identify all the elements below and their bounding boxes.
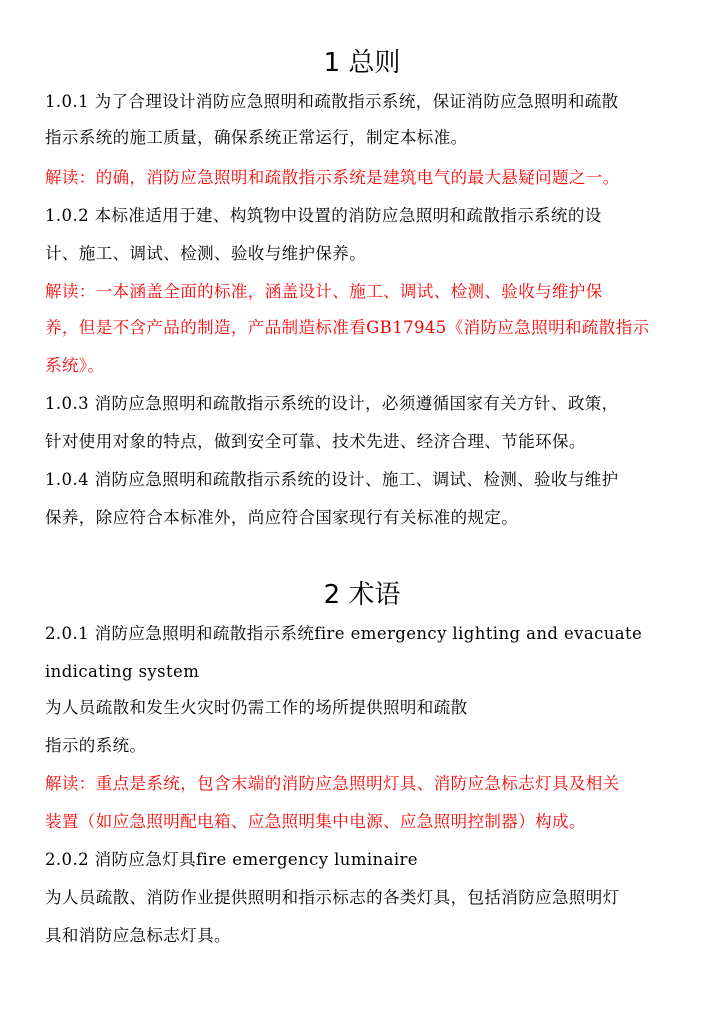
s2-line-3: 为人员疏散和发生火灾时仍需工作的场所提供照明和疏散 — [45, 698, 468, 717]
s2-line-1: 2.0.1 消防应急照明和疏散指示系统fire emergency lighting and evacuate — [45, 624, 643, 643]
s1-line-2: 指示系统的施工质量，确保系统正常运行，制定本标准。 — [45, 128, 468, 147]
s1-interpretation-1: 解读：的确，消防应急照明和疏散指示系统是建筑电气的最大悬疑问题之一。 — [45, 168, 620, 187]
s1-interpretation-2b: 养，但是不含产品的制造，产品制造标准看GB17945《消防应急照明和疏散指示 — [45, 318, 650, 337]
s2-line-4: 指示的系统。 — [45, 736, 147, 755]
s2-interpretation-1b: 装置（如应急照明配电箱、应急照明集中电源、应急照明控制器）构成。 — [45, 812, 586, 831]
s1-interpretation-2c: 系统》。 — [45, 356, 105, 375]
s2-line-2: indicating system — [45, 662, 200, 681]
s1-line-5: 1.0.3 消防应急照明和疏散指示系统的设计，必须遵循国家有关方针、政策， — [45, 394, 619, 413]
s1-line-7: 1.0.4 消防应急照明和疏散指示系统的设计、施工、调试、检测、验收与维护 — [45, 470, 619, 489]
s2-line-5: 2.0.2 消防应急灯具fire emergency luminaire — [45, 850, 418, 869]
s2-line-7: 具和消防应急标志灯具。 — [45, 926, 231, 945]
s1-line-1: 1.0.1 为了合理设计消防应急照明和疏散指示系统，保证消防应急照明和疏散 — [45, 92, 619, 111]
s2-interpretation-1a: 解读：重点是系统，包含末端的消防应急照明灯具、消防应急标志灯具及相关 — [45, 774, 620, 793]
s1-line-4: 计、施工、调试、检测、验收与维护保养。 — [45, 244, 367, 263]
s1-interpretation-2a: 解读：一本涵盖全面的标准，涵盖设计、施工、调试、检测、验收与维护保 — [45, 282, 603, 301]
s1-line-8: 保养，除应符合本标准外，尚应符合国家现行有关标准的规定。 — [45, 508, 519, 527]
s1-line-3: 1.0.2 本标准适用于建、构筑物中设置的消防应急照明和疏散指示系统的设 — [45, 206, 602, 225]
section-2-heading: 2 术语 — [323, 580, 401, 610]
section-1-heading: 1 总则 — [323, 48, 401, 78]
s2-line-6: 为人员疏散、消防作业提供照明和指示标志的各类灯具，包括消防应急照明灯 — [45, 888, 620, 907]
s1-line-6: 针对使用对象的特点，做到安全可靠、技术先进、经济合理、节能环保。 — [45, 432, 586, 451]
